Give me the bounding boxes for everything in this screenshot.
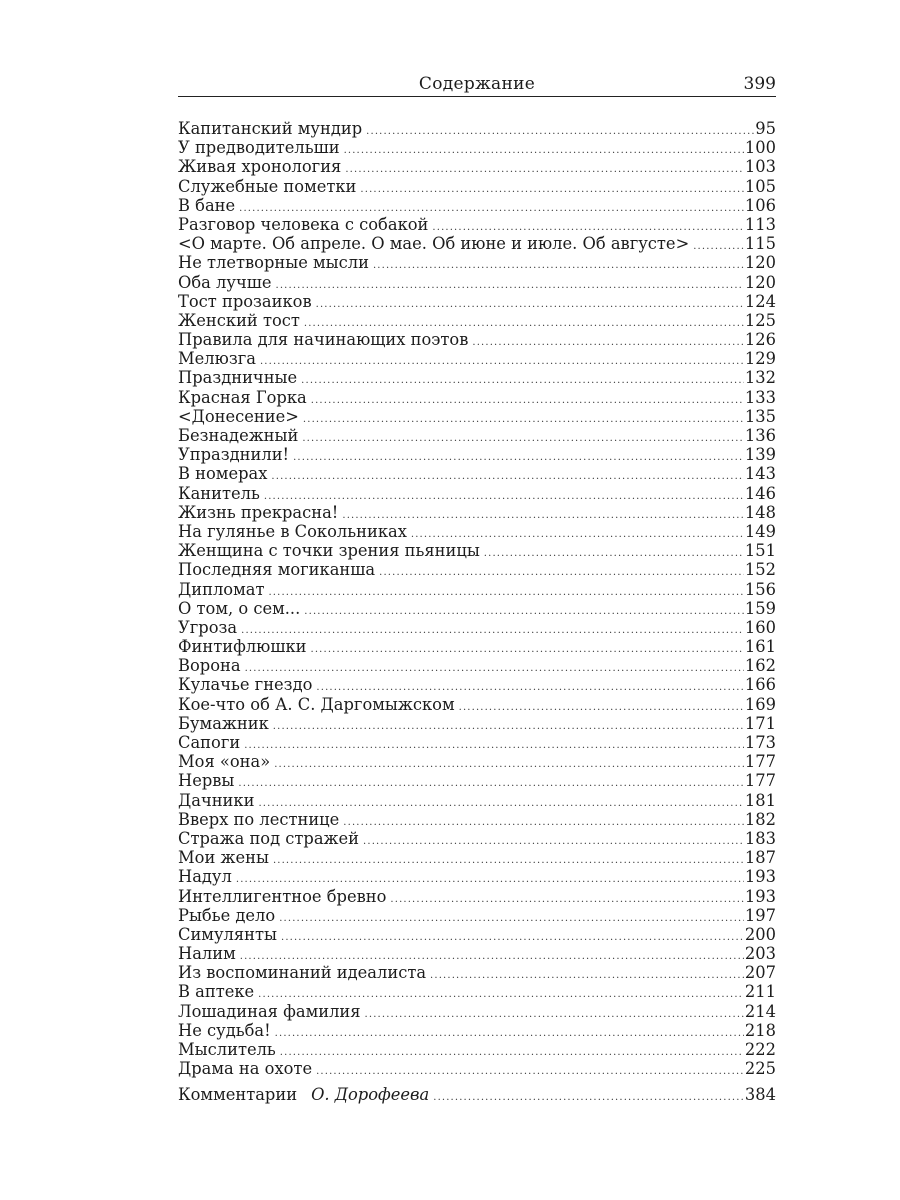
dot-leader bbox=[273, 851, 744, 870]
dot-leader bbox=[281, 928, 744, 947]
toc-entry-title: Из воспоминаний идеалиста bbox=[178, 963, 427, 983]
toc-entry bbox=[178, 580, 776, 599]
dot-leader bbox=[276, 276, 744, 295]
toc-entry-page: 169 bbox=[744, 694, 776, 714]
dot-leader bbox=[316, 295, 744, 314]
dot-leader bbox=[311, 640, 744, 659]
toc-entry-page: 156 bbox=[744, 579, 776, 599]
toc-entry bbox=[178, 330, 776, 349]
toc-entry-title: Моя «она» bbox=[178, 752, 271, 772]
toc-entry bbox=[178, 464, 776, 483]
dot-leader bbox=[301, 371, 744, 390]
dot-leader bbox=[275, 1024, 744, 1043]
toc-entry-title: Не судьба! bbox=[178, 1020, 271, 1040]
dot-leader bbox=[244, 736, 744, 755]
toc-entry-page: 161 bbox=[744, 637, 776, 657]
dot-leader bbox=[279, 909, 744, 928]
toc-entry-title: Кое-что об А. С. Даргомыжском bbox=[178, 694, 455, 714]
toc-entry-page: 183 bbox=[744, 828, 776, 848]
toc-entry-title: Женщина с точки зрения пьяницы bbox=[178, 541, 480, 561]
toc-entry bbox=[178, 484, 776, 503]
toc-entry bbox=[178, 292, 776, 311]
dot-leader bbox=[273, 717, 744, 736]
toc-entry-title: Последняя могиканша bbox=[178, 560, 376, 580]
table-of-contents bbox=[178, 119, 776, 1105]
toc-entry-title: Тост прозаиков bbox=[178, 291, 312, 311]
toc-entry bbox=[178, 407, 776, 426]
toc-entry-page: 135 bbox=[744, 406, 776, 426]
toc-entry bbox=[178, 887, 776, 906]
running-header bbox=[178, 74, 776, 97]
toc-entry-title: Бумажник bbox=[178, 713, 269, 733]
toc-entry bbox=[178, 311, 776, 330]
dot-leader bbox=[260, 352, 744, 371]
toc-entry-title: Интеллигентное бревно bbox=[178, 886, 387, 906]
dot-leader bbox=[693, 237, 744, 256]
book-page bbox=[178, 74, 776, 1105]
toc-entry bbox=[178, 426, 776, 445]
dot-leader bbox=[433, 1088, 744, 1107]
toc-entry bbox=[178, 522, 776, 541]
dot-leader bbox=[345, 160, 744, 179]
dot-leader bbox=[311, 391, 744, 410]
toc-entry-page: 203 bbox=[744, 944, 776, 964]
toc-entry-title: Нервы bbox=[178, 771, 235, 791]
toc-entry bbox=[178, 1021, 776, 1040]
dot-leader bbox=[472, 333, 744, 352]
toc-entry bbox=[178, 368, 776, 387]
dot-leader bbox=[360, 180, 744, 199]
toc-entry-page: 125 bbox=[744, 310, 776, 330]
toc-entry-page: 149 bbox=[744, 521, 776, 541]
toc-entry-page: 95 bbox=[755, 119, 776, 138]
dot-leader bbox=[343, 813, 744, 832]
toc-entry-page: 139 bbox=[744, 445, 776, 465]
toc-entry-title: Симулянты bbox=[178, 924, 277, 944]
dot-leader bbox=[316, 1062, 744, 1081]
toc-entry bbox=[178, 810, 776, 829]
toc-entry bbox=[178, 599, 776, 618]
toc-entry-page: 136 bbox=[744, 426, 776, 445]
toc-entry-page: 126 bbox=[744, 330, 776, 350]
toc-entry-page: 120 bbox=[744, 272, 776, 292]
toc-entry bbox=[178, 119, 776, 138]
toc-entry-page: 182 bbox=[744, 809, 776, 829]
toc-entry-title: Финтифлюшки bbox=[178, 637, 307, 657]
toc-entry-commentary bbox=[178, 1085, 776, 1104]
commentary-title: Комментарии bbox=[178, 1085, 298, 1105]
toc-entry bbox=[178, 925, 776, 944]
toc-entry-title: О том, о сем... bbox=[178, 598, 301, 618]
toc-entry-title: В бане bbox=[178, 195, 236, 215]
toc-entry-page: 113 bbox=[744, 214, 776, 234]
toc-entry-title: Мыслитель bbox=[178, 1040, 276, 1059]
dot-leader bbox=[268, 583, 743, 602]
toc-entry-page: 133 bbox=[744, 387, 776, 407]
toc-entry-title: Красная Горка bbox=[178, 387, 307, 407]
toc-entry-page: 177 bbox=[744, 771, 776, 791]
toc-entry-page: 222 bbox=[744, 1040, 776, 1059]
dot-leader bbox=[303, 410, 744, 429]
toc-entry-title: Стража под стражей bbox=[178, 828, 360, 848]
toc-entry bbox=[178, 503, 776, 522]
dot-leader bbox=[379, 563, 744, 582]
toc-entry-title: Драма на охоте bbox=[178, 1059, 313, 1079]
dot-leader bbox=[363, 832, 744, 851]
dot-leader bbox=[430, 966, 744, 985]
toc-entry bbox=[178, 848, 776, 867]
toc-entry bbox=[178, 963, 776, 982]
toc-entry bbox=[178, 177, 776, 196]
toc-entry-page: 218 bbox=[744, 1020, 776, 1040]
toc-entry-title: Дипломат bbox=[178, 579, 265, 599]
toc-entry-title: Канитель bbox=[178, 483, 260, 503]
toc-entry-page: 200 bbox=[744, 924, 776, 944]
dot-leader bbox=[280, 1043, 744, 1062]
toc-entry-title: Безнадежный bbox=[178, 426, 299, 445]
toc-entry bbox=[178, 752, 776, 771]
toc-entry-title: Сапоги bbox=[178, 733, 241, 752]
toc-entry-title: Оба лучше bbox=[178, 272, 272, 292]
toc-entry-title: Живая хронология bbox=[178, 157, 342, 177]
header-title: Содержание bbox=[418, 74, 536, 94]
dot-leader bbox=[366, 122, 754, 141]
toc-entry-page: 143 bbox=[744, 464, 776, 484]
dot-leader bbox=[484, 544, 744, 563]
toc-entry-title: Кулачье гнездо bbox=[178, 675, 313, 695]
toc-entry-title: Упразднили! bbox=[178, 445, 290, 465]
toc-entry bbox=[178, 791, 776, 810]
toc-entry bbox=[178, 273, 776, 292]
toc-entry-page: 129 bbox=[744, 349, 776, 369]
toc-entry bbox=[178, 253, 776, 272]
toc-entry bbox=[178, 733, 776, 752]
toc-entry-title: Не тлетворные мысли bbox=[178, 253, 369, 273]
toc-entry-title: Праздничные bbox=[178, 368, 298, 388]
toc-entry-page: 166 bbox=[744, 675, 776, 695]
toc-entry bbox=[178, 829, 776, 848]
toc-entry bbox=[178, 215, 776, 234]
toc-entry-title: Мелюзга bbox=[178, 349, 256, 369]
toc-entry bbox=[178, 906, 776, 925]
toc-entry-page: 193 bbox=[744, 867, 776, 887]
dot-leader bbox=[238, 774, 744, 793]
toc-entry bbox=[178, 196, 776, 215]
toc-entry-page: 177 bbox=[744, 752, 776, 772]
dot-leader bbox=[390, 890, 744, 909]
toc-entry-page: 100 bbox=[744, 138, 776, 158]
toc-entry-page: 207 bbox=[744, 963, 776, 983]
toc-entry bbox=[178, 1059, 776, 1078]
toc-entry-page: 181 bbox=[744, 790, 776, 810]
toc-entry-page: 162 bbox=[744, 656, 776, 676]
toc-entry-page: 106 bbox=[744, 195, 776, 215]
toc-entry bbox=[178, 388, 776, 407]
toc-entry-page: 105 bbox=[744, 176, 776, 196]
toc-entry bbox=[178, 675, 776, 694]
toc-entry-title: Лошадиная фамилия bbox=[178, 1001, 361, 1021]
toc-entry-page: 173 bbox=[744, 733, 776, 752]
toc-entry-page: 211 bbox=[744, 982, 776, 1002]
toc-entry-title: Капитанский мундир bbox=[178, 119, 363, 138]
dot-leader bbox=[274, 755, 744, 774]
toc-entry bbox=[178, 982, 776, 1001]
toc-entry-page: 214 bbox=[744, 1001, 776, 1021]
toc-entry-page: 193 bbox=[744, 886, 776, 906]
toc-entry-title: <Донесение> bbox=[178, 406, 299, 426]
dot-leader bbox=[304, 602, 744, 621]
toc-entry-page: 146 bbox=[744, 483, 776, 503]
dot-leader bbox=[245, 659, 744, 678]
dot-leader bbox=[293, 448, 744, 467]
toc-entry-page: 115 bbox=[744, 234, 776, 254]
toc-entry-title: Жизнь прекрасна! bbox=[178, 502, 339, 522]
toc-entry bbox=[178, 349, 776, 368]
toc-entry-page: 151 bbox=[744, 541, 776, 561]
toc-entry-title: <О марте. Об апреле. О мае. Об июне и июле. Об августе> bbox=[178, 234, 690, 254]
toc-entry-page: 197 bbox=[744, 905, 776, 925]
dot-leader bbox=[271, 467, 744, 486]
commentary-page: 384 bbox=[744, 1085, 776, 1105]
toc-entry-page: 120 bbox=[744, 253, 776, 273]
header-page-number: 399 bbox=[743, 74, 776, 94]
toc-entry bbox=[178, 656, 776, 675]
commentary-author: О. Дорофеева bbox=[311, 1085, 430, 1105]
toc-entry bbox=[178, 234, 776, 253]
dot-leader bbox=[344, 141, 744, 160]
toc-entry bbox=[178, 867, 776, 886]
toc-entry bbox=[178, 445, 776, 464]
toc-entry bbox=[178, 541, 776, 560]
dot-leader bbox=[302, 429, 744, 448]
toc-entry bbox=[178, 714, 776, 733]
toc-entry bbox=[178, 1040, 776, 1059]
toc-entry bbox=[178, 695, 776, 714]
toc-entry bbox=[178, 560, 776, 579]
dot-leader bbox=[365, 1005, 744, 1024]
dot-leader bbox=[241, 621, 744, 640]
toc-entry-title: Правила для начинающих поэтов bbox=[178, 330, 469, 350]
toc-entry-title: Мои жены bbox=[178, 848, 269, 868]
toc-entry-page: 159 bbox=[744, 598, 776, 618]
toc-entry-title: Надул bbox=[178, 867, 232, 887]
toc-entry bbox=[178, 637, 776, 656]
toc-entry-title: На гулянье в Сокольниках bbox=[178, 521, 407, 541]
toc-entry bbox=[178, 138, 776, 157]
toc-entry-title: Разговор человека с собакой bbox=[178, 214, 429, 234]
toc-entry-page: 148 bbox=[744, 502, 776, 522]
toc-entry-title: Рыбье дело bbox=[178, 905, 276, 925]
toc-entry-title: Дачники bbox=[178, 790, 255, 810]
toc-entry-title: Угроза bbox=[178, 617, 238, 637]
dot-leader bbox=[459, 698, 744, 717]
toc-entry-title: Налим bbox=[178, 944, 236, 964]
toc-entry bbox=[178, 1002, 776, 1021]
toc-entry-title: В номерах bbox=[178, 464, 268, 484]
toc-entry bbox=[178, 157, 776, 176]
toc-entry-title: Женский тост bbox=[178, 310, 300, 330]
toc-entry-page: 152 bbox=[744, 560, 776, 580]
toc-entry-title: Служебные пометки bbox=[178, 176, 357, 196]
dot-leader bbox=[373, 256, 744, 275]
toc-entry-page: 171 bbox=[744, 713, 776, 733]
toc-entry-title: Вверх по лестнице bbox=[178, 809, 340, 829]
toc-entry-title: В аптеке bbox=[178, 982, 255, 1002]
toc-entry-page: 187 bbox=[744, 848, 776, 868]
toc-entry-title: У предводительши bbox=[178, 138, 340, 158]
toc-entry-page: 103 bbox=[744, 157, 776, 177]
toc-entry-page: 160 bbox=[744, 617, 776, 637]
toc-entry-page: 132 bbox=[744, 368, 776, 388]
toc-entry bbox=[178, 944, 776, 963]
toc-entry-title: Ворона bbox=[178, 656, 241, 676]
toc-entry bbox=[178, 618, 776, 637]
toc-entry-page: 124 bbox=[744, 291, 776, 311]
toc-entry-page: 225 bbox=[744, 1059, 776, 1079]
toc-entry bbox=[178, 771, 776, 790]
